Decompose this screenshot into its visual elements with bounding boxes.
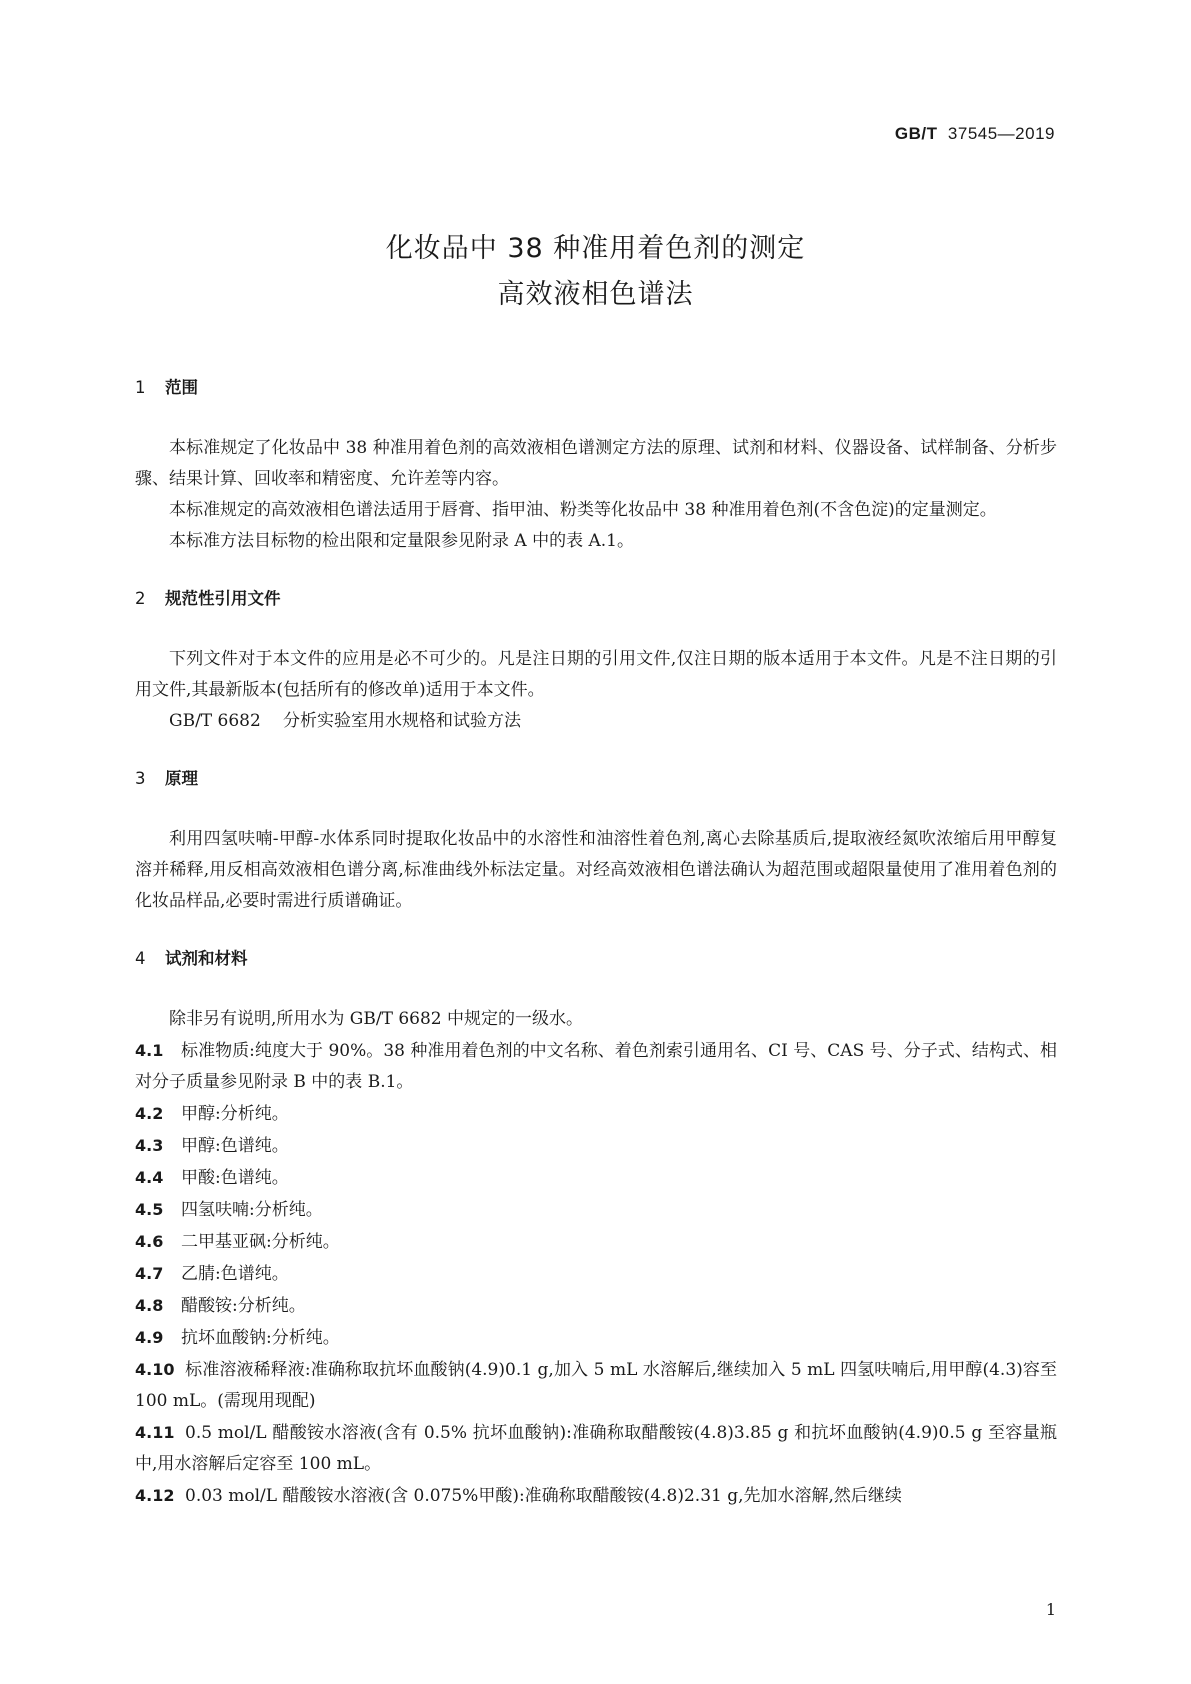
reference-title: 分析实验室用水规格和试验方法 bbox=[283, 711, 521, 731]
document-title bbox=[0, 226, 1191, 318]
reagent-item: 4.4 甲酸:色谱纯。 bbox=[135, 1168, 289, 1188]
title-line-1: 化妆品中 38 种准用着色剂的测定 bbox=[385, 233, 806, 264]
reagent-item: 4.6 二甲基亚砜:分析纯。 bbox=[135, 1232, 340, 1252]
reagent-item: 4.2 甲醇:分析纯。 bbox=[135, 1104, 289, 1124]
reagent-item: 4.11 0.5 mol/L 醋酸铵水溶液(含有 0.5% 抗坏血酸钠):准确称取醋酸铵(4.8)3.85 g 和抗坏血酸钠(4.9)0.5 g 至容量瓶中,用水溶解后定容至 100 mL。 bbox=[135, 1423, 1057, 1474]
standard-number bbox=[895, 124, 1055, 144]
reagent-item: 4.1 标准物质:纯度大于 90%。38 种准用着色剂的中文名称、着色剂索引通用名、CI 号、CAS 号、分子式、结构式、相对分子质量参见附录 B 中的表 B.1。 bbox=[135, 1041, 1057, 1092]
scope-paragraph-1: 本标准规定了化妆品中 38 种准用着色剂的高效液相色谱测定方法的原理、试剂和材料、仪器设备、试样制备、分析步骤、结果计算、回收率和精密度、允许差等内容。 bbox=[135, 438, 1057, 489]
document-body bbox=[135, 372, 1057, 1512]
title-line-2: 高效液相色谱法 bbox=[497, 279, 694, 310]
section-heading-reagents: 4 试剂和材料 bbox=[135, 949, 248, 968]
reagent-item: 4.10 标准溶液稀释液:准确称取抗坏血酸钠(4.9)0.1 g,加入 5 mL 水溶解后,继续加入 5 mL 四氢呋喃后,用甲醇(4.3)容至 100 mL。(需现用现配) bbox=[135, 1360, 1057, 1411]
section-heading-scope: 1 范围 bbox=[135, 378, 198, 397]
reagent-item: 4.5 四氢呋喃:分析纯。 bbox=[135, 1200, 323, 1220]
reference-entry bbox=[135, 706, 1057, 737]
reference-code: GB/T 6682 bbox=[169, 711, 261, 731]
principle-paragraph: 利用四氢呋喃-甲醇-水体系同时提取化妆品中的水溶性和油溶性着色剂,离心去除基质后,提取液经氮吹浓缩后用甲醇复溶并稀释,用反相高效液相色谱分离,标准曲线外标法定量。对经高效液相色谱法确认为超范围或超限量使用了准用着色剂的化妆品样品,必要时需进行质谱确证。 bbox=[135, 829, 1057, 911]
scope-paragraph-3: 本标准方法目标物的检出限和定量限参见附录 A 中的表 A.1。 bbox=[169, 531, 634, 551]
reagent-item: 4.3 甲醇:色谱纯。 bbox=[135, 1136, 289, 1156]
references-paragraph: 下列文件对于本文件的应用是必不可少的。凡是注日期的引用文件,仅注日期的版本适用于本文件。凡是不注日期的引用文件,其最新版本(包括所有的修改单)适用于本文件。 bbox=[135, 649, 1057, 700]
section-heading-normative-references: 2 规范性引用文件 bbox=[135, 589, 281, 608]
reagents-intro: 除非另有说明,所用水为 GB/T 6682 中规定的一级水。 bbox=[169, 1009, 584, 1029]
standard-prefix: GB/T bbox=[894, 124, 938, 143]
page-number: 1 bbox=[1045, 1600, 1056, 1619]
reagent-item: 4.8 醋酸铵:分析纯。 bbox=[135, 1296, 306, 1316]
standard-code: 37545—2019 bbox=[947, 124, 1055, 143]
scope-paragraph-2: 本标准规定的高效液相色谱法适用于唇膏、指甲油、粉类等化妆品中 38 种准用着色剂(不含色淀)的定量测定。 bbox=[169, 500, 997, 520]
reagent-item: 4.7 乙腈:色谱纯。 bbox=[135, 1264, 289, 1284]
section-heading-principle: 3 原理 bbox=[135, 769, 198, 788]
reagent-item: 4.9 抗坏血酸钠:分析纯。 bbox=[135, 1328, 340, 1348]
reagent-item: 4.12 0.03 mol/L 醋酸铵水溶液(含 0.075%甲酸):准确称取醋酸铵(4.8)2.31 g,先加水溶解,然后继续 bbox=[135, 1486, 902, 1506]
